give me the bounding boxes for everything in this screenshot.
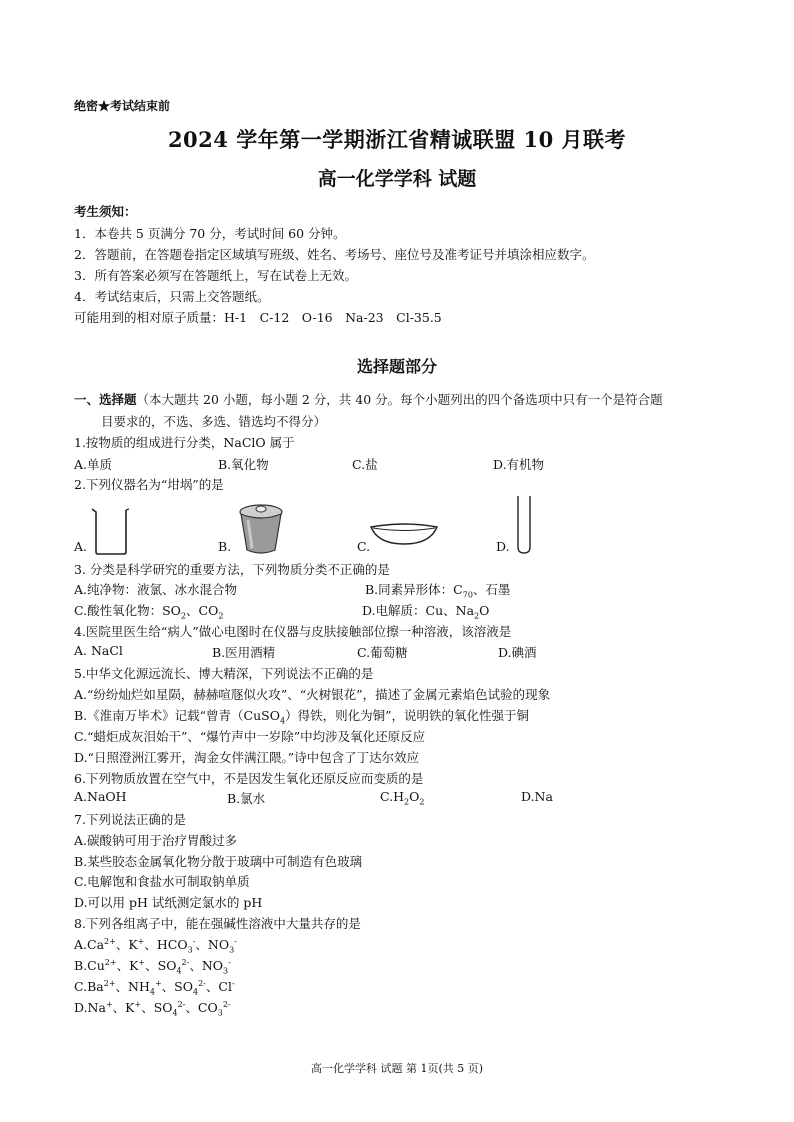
q4-stem: 4.医院里医生给“病人”做心电图时在仪器与皮肤接触部位擦一种溶液，该溶液是 bbox=[74, 624, 512, 639]
q3-option-c-text-2: 、CO bbox=[186, 603, 219, 618]
q3-option-b bbox=[365, 580, 510, 598]
notice-item: 4．考试结束后，只需上交答题纸。 bbox=[74, 289, 270, 304]
q6-option-d: D.Na bbox=[521, 789, 553, 804]
q6-stem: 6.下列物质放置在空气中，不是因发生氧化还原反应而变质的是 bbox=[74, 771, 424, 786]
beaker-icon bbox=[88, 506, 134, 556]
q4-option-d: D.碘酒 bbox=[498, 645, 537, 660]
test-tube-icon bbox=[514, 494, 534, 556]
q6-option-c-text: C.H bbox=[380, 789, 404, 804]
q2-option-d: D. bbox=[496, 539, 510, 554]
q3-option-c bbox=[74, 601, 223, 619]
page-footer: 高一化学学科 试题 第 1页(共 5 页) bbox=[310, 1062, 484, 1075]
q6-option-c-sub: 2 bbox=[404, 797, 410, 807]
q4-option-b: B.医用酒精 bbox=[212, 645, 276, 660]
q1-option-b: B.氧化物 bbox=[218, 457, 269, 472]
q1-stem: 1.按物质的组成进行分类，NaClO 属于 bbox=[74, 435, 295, 450]
section-heading-cont: 目要求的，不选、多选、错选均不得分） bbox=[101, 414, 327, 429]
section-heading-label: 一、选择题 bbox=[74, 392, 137, 407]
q4-option-a: A. NaCl bbox=[74, 643, 123, 658]
q7-option-b: B.某些胶态金属氧化物分散于玻璃中可制造有色玻璃 bbox=[74, 854, 363, 869]
q8-option-c: $C.Ba^{2+}$、$NH_4^+$、$SO_4^{2-}$、Cl- bbox=[74, 978, 235, 997]
q6-option-c-sub-2: 2 bbox=[419, 797, 425, 807]
q3-option-d-sub: 2 bbox=[474, 611, 480, 621]
q8-option-d: D.Na+、K+、$SO_4^{2-}$、$CO_3^{2-}$ bbox=[74, 999, 231, 1018]
q3-option-a: A.纯净物：液氯、冰水混合物 bbox=[74, 582, 238, 597]
q3-option-b-sub: 70 bbox=[462, 590, 473, 600]
q5-option-b-text: B.《淮南万毕术》记载“曾青（CuSO bbox=[74, 708, 280, 723]
crucible-icon bbox=[236, 500, 286, 556]
q3-option-b-text: B.同素异形体：C bbox=[365, 582, 463, 597]
q2-stem: 2.下列仪器名为“坩埚”的是 bbox=[74, 477, 224, 492]
q7-stem: 7.下列说法正确的是 bbox=[74, 812, 186, 827]
q3-option-c-text: C.酸性氧化物：SO bbox=[74, 603, 181, 618]
section-heading bbox=[74, 390, 663, 408]
section-title: 选择题部分 bbox=[356, 357, 437, 376]
q7-option-a: A.碳酸钠可用于治疗胃酸过多 bbox=[74, 833, 238, 848]
q3-option-c-sub-2: 2 bbox=[218, 611, 224, 621]
q6-option-c-text-2: O bbox=[409, 789, 420, 804]
q5-option-d: D.“日照澄洲江雾开，淘金女伴满江隈。”诗中包含了丁达尔效应 bbox=[74, 750, 420, 765]
q3-stem: 3. 分类是科学研究的重要方法，下列物质分类不正确的是 bbox=[74, 562, 390, 577]
confidential-label: 绝密★考试结束前 bbox=[74, 99, 171, 113]
q2-option-a: A. bbox=[74, 539, 88, 554]
q7-option-d: D.可以用 pH 试纸测定氯水的 pH bbox=[74, 895, 263, 910]
q8-stem: 8.下列各组离子中，能在强碱性溶液中大量共存的是 bbox=[74, 916, 361, 931]
q5-option-b bbox=[74, 706, 529, 724]
q6-option-b: B.氯水 bbox=[227, 791, 266, 806]
notice-item: 2．答题前，在答题卷指定区域填写班级、姓名、考场号、座位号及准考证号并填涂相应数字。 bbox=[74, 247, 595, 262]
exam-title: 2024 学年第一学期浙江省精诚联盟 10 月联考 bbox=[167, 127, 627, 152]
q3-option-d-text: D.电解质：Cu、Na bbox=[362, 603, 475, 618]
q5-stem: 5.中华文化源远流长、博大精深，下列说法不正确的是 bbox=[74, 666, 374, 681]
q3-option-b-text-2: 、石墨 bbox=[472, 582, 511, 597]
q2-option-b: B. bbox=[218, 539, 232, 554]
q2-option-c: C. bbox=[357, 539, 371, 554]
notice-heading: 考生须知： bbox=[74, 204, 137, 219]
q8-option-b: $B.Cu^{2+}$、K+、$SO_4^{2-}$、$NO_3^-$ bbox=[74, 957, 231, 976]
q4-option-c: C.葡萄糖 bbox=[357, 645, 408, 660]
section-heading-text: （本大题共 20 小题，每小题 2 分，共 40 分。每个小题列出的四个备选项中只有一个是符合题 bbox=[136, 392, 663, 407]
q7-option-c: C.电解饱和食盐水可制取钠单质 bbox=[74, 874, 250, 889]
evaporating-dish-icon bbox=[368, 522, 440, 548]
q8-option-a: $A.Ca^{2+}$、K+、$HCO_3^-$、$NO_3^-$ bbox=[74, 936, 237, 955]
q6-option-c bbox=[380, 789, 425, 807]
q3-option-c-sub: 2 bbox=[180, 611, 186, 621]
q3-option-d bbox=[362, 601, 489, 619]
q5-option-b-text-2: ）得铁，则化为铜”，说明铁的氧化性强于铜 bbox=[285, 708, 529, 723]
notice-item: 1．本卷共 5 页满分 70 分，考试时间 60 分钟。 bbox=[74, 226, 346, 241]
q1-option-d: D.有机物 bbox=[493, 457, 545, 472]
q1-option-c: C.盐 bbox=[352, 457, 378, 472]
atomic-masses: 可能用到的相对原子质量：H-1 C-12 O-16 Na-23 Cl-35.5 bbox=[74, 310, 442, 325]
notice-item: 3．所有答案必须写在答题纸上，写在试卷上无效。 bbox=[74, 268, 357, 283]
q3-option-d-text-2: O bbox=[479, 603, 490, 618]
q6-option-a: A.NaOH bbox=[74, 789, 127, 804]
q1-option-a: A.单质 bbox=[74, 457, 113, 472]
q5-option-a: A.“纷纷灿烂如星陨，赫赫喧豗似火攻”、“火树银花”，描述了金属元素焰色试验的现象 bbox=[74, 687, 551, 702]
q5-option-b-sub: 4 bbox=[279, 716, 286, 726]
exam-subtitle: 高一化学学科 试题 bbox=[317, 168, 477, 190]
q5-option-c: C.“蜡炬成灰泪始干”、“爆竹声中一岁除”中均涉及氧化还原反应 bbox=[74, 729, 426, 744]
